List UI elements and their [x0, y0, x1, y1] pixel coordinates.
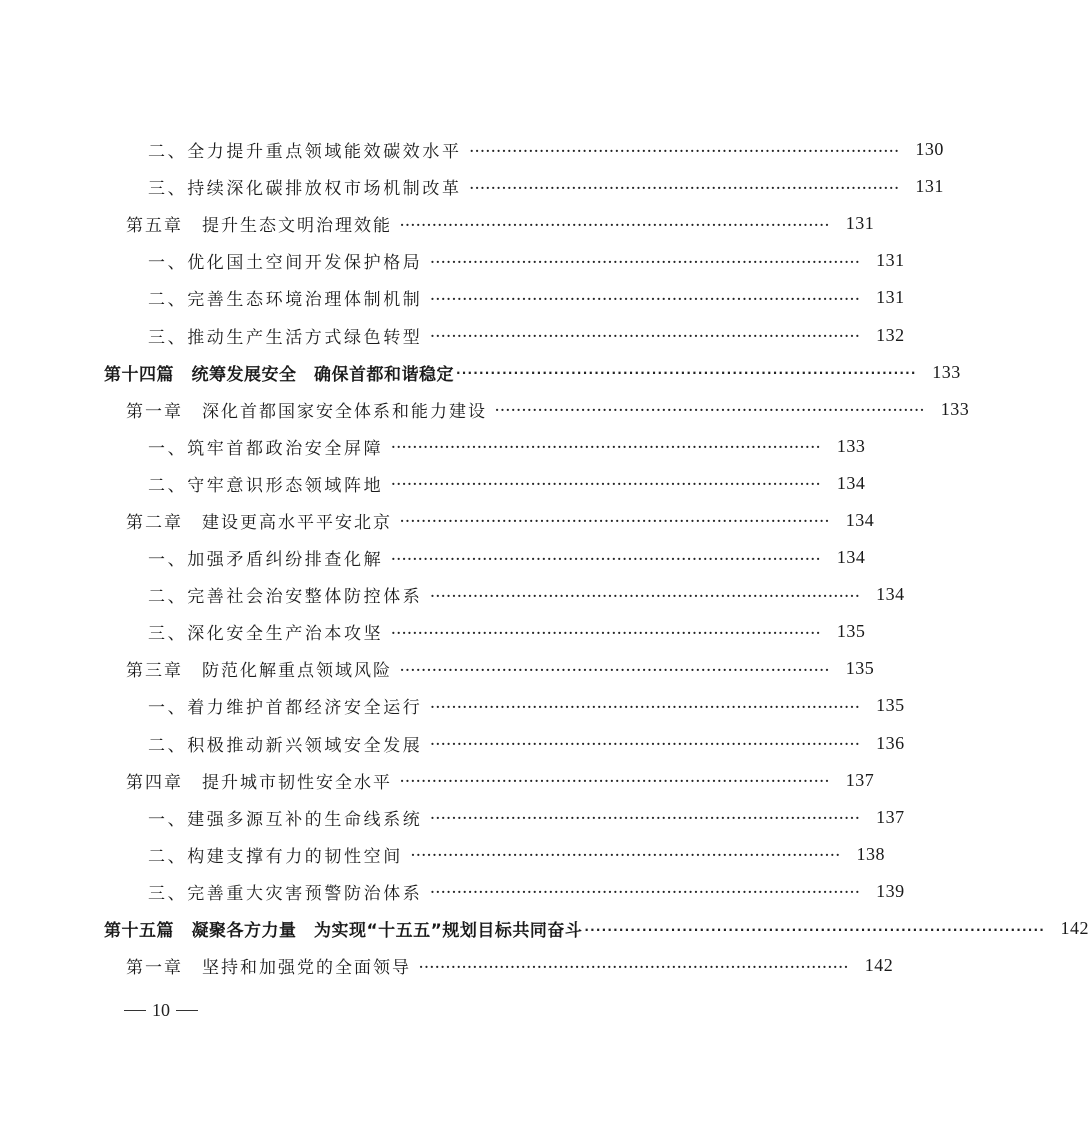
toc-page-number: 132 [876, 324, 905, 345]
toc-entry-section[interactable] [0, 428, 866, 465]
toc-entry-section[interactable] [0, 242, 905, 279]
toc-entry-title: 第十五篇 凝聚各方力量 为实现“十五五”规划目标共同奋斗 [104, 921, 583, 942]
toc-entry-chapter[interactable] [0, 205, 875, 242]
toc-entry-title: 第十四篇 统筹发展安全 确保首都和谐稳定 [104, 364, 454, 385]
toc-entry-title: 三、持续深化碳排放权市场机制改革 [148, 179, 462, 200]
toc-page-number: 134 [836, 547, 866, 568]
toc-entry-section[interactable] [0, 873, 905, 910]
toc-entry-section[interactable] [0, 799, 905, 836]
footer-page-number: 10 [152, 1000, 170, 1020]
toc-page-number: 136 [876, 732, 905, 753]
toc-dot-leader: ················································································ [410, 848, 842, 863]
toc-dot-leader: ················································································ [584, 922, 1046, 937]
toc-entry-title: 一、优化国土空间开发保护格局 [148, 253, 423, 274]
toc-dot-leader: ················································································ [430, 699, 861, 714]
toc-page-number: 142 [1060, 918, 1089, 939]
toc-entry-title: 第一章 深化首都国家安全体系和能力建设 [126, 401, 487, 422]
toc-dot-leader: ················································································ [469, 180, 900, 195]
toc-entry-section[interactable] [0, 316, 905, 353]
toc-dot-leader: ················································································ [391, 551, 822, 566]
toc-entry-title: 二、完善生态环境治理体制机制 [148, 290, 423, 311]
toc-entry-title: 三、推动生产生活方式绿色转型 [148, 327, 423, 348]
toc-page-number: 135 [876, 695, 905, 716]
toc-dot-leader: ················································································ [391, 440, 822, 455]
toc-entry-chapter[interactable] [0, 762, 875, 799]
toc-entry-title: 三、完善重大灾害预警防治体系 [148, 883, 423, 904]
footer-dash-left [124, 1010, 146, 1011]
toc-entry-section[interactable] [0, 168, 944, 205]
toc-entry-chapter[interactable] [0, 391, 970, 428]
toc-page-number: 131 [876, 287, 905, 308]
toc-dot-leader: ················································································ [430, 737, 861, 752]
toc-dot-leader: ················································································ [469, 143, 900, 158]
table-of-contents [0, 131, 1089, 984]
toc-dot-leader: ················································································ [430, 254, 861, 269]
toc-entry-title: 二、全力提升重点领域能效碳效水平 [148, 142, 462, 163]
toc-entry-section[interactable] [0, 131, 944, 168]
toc-dot-leader: ················································································ [400, 217, 831, 232]
toc-entry-section[interactable] [0, 576, 905, 613]
toc-entry-title: 第三章 防范化解重点领域风险 [126, 661, 392, 682]
toc-entry-title: 第五章 提升生态文明治理效能 [126, 216, 392, 237]
toc-entry-title: 一、着力维护首都经济安全运行 [148, 698, 423, 719]
toc-dot-leader: ················································································ [419, 959, 850, 974]
toc-page-number: 139 [876, 880, 905, 901]
toc-dot-leader: ················································································ [456, 366, 917, 381]
toc-page-number: 131 [915, 176, 944, 197]
toc-page-number: 137 [845, 769, 875, 790]
toc-entry-chapter[interactable] [0, 947, 894, 984]
toc-entry-part[interactable] [0, 910, 1089, 947]
toc-dot-leader: ················································································ [400, 514, 831, 529]
toc-entry-section[interactable] [0, 613, 866, 650]
toc-entry-chapter[interactable] [0, 650, 875, 687]
toc-entry-title: 第二章 建设更高水平平安北京 [126, 512, 392, 533]
toc-page-number: 137 [876, 806, 905, 827]
toc-page-number: 134 [876, 584, 905, 605]
toc-page-number: 134 [836, 472, 866, 493]
footer-dash-right [176, 1010, 198, 1011]
toc-entry-title: 第一章 坚持和加强党的全面领导 [126, 958, 411, 979]
toc-entry-section[interactable] [0, 725, 905, 762]
toc-page-number: 133 [940, 398, 970, 419]
toc-dot-leader: ················································································ [430, 811, 861, 826]
toc-page-number: 135 [836, 621, 866, 642]
toc-entry-title: 二、完善社会治安整体防控体系 [148, 587, 423, 608]
toc-page-number: 130 [915, 139, 944, 160]
toc-entry-title: 二、积极推动新兴领域安全发展 [148, 735, 423, 756]
toc-entry-section[interactable] [0, 465, 866, 502]
toc-dot-leader: ················································································ [430, 885, 861, 900]
toc-page-number: 133 [836, 435, 866, 456]
toc-dot-leader: ················································································ [400, 774, 831, 789]
toc-entry-section[interactable] [0, 836, 886, 873]
toc-entry-section[interactable] [0, 539, 866, 576]
toc-page-number: 131 [876, 250, 905, 271]
toc-dot-leader: ················································································ [430, 588, 861, 603]
toc-entry-section[interactable] [0, 279, 905, 316]
toc-dot-leader: ················································································ [430, 291, 861, 306]
toc-entry-title: 一、筑牢首都政治安全屏障 [148, 438, 384, 459]
toc-page-number: 138 [856, 843, 886, 864]
toc-entry-section[interactable] [0, 687, 905, 724]
toc-dot-leader: ················································································ [400, 662, 831, 677]
toc-entry-title: 二、构建支撑有力的韧性空间 [148, 846, 403, 867]
toc-dot-leader: ················································································ [495, 403, 926, 418]
toc-entry-part[interactable] [0, 354, 961, 391]
toc-entry-chapter[interactable] [0, 502, 875, 539]
toc-dot-leader: ················································································ [391, 477, 822, 492]
toc-page-number: 134 [845, 509, 875, 530]
toc-entry-title: 三、深化安全生产治本攻坚 [148, 624, 384, 645]
toc-page-number: 131 [845, 213, 875, 234]
toc-page-number: 142 [864, 955, 894, 976]
toc-entry-title: 一、建强多源互补的生命线系统 [148, 809, 423, 830]
toc-page-number: 133 [932, 361, 961, 382]
toc-entry-title: 二、守牢意识形态领域阵地 [148, 475, 384, 496]
toc-page-number: 135 [845, 658, 875, 679]
toc-entry-title: 第四章 提升城市韧性安全水平 [126, 772, 392, 793]
toc-dot-leader: ················································································ [391, 625, 822, 640]
toc-entry-title: 一、加强矛盾纠纷排查化解 [148, 550, 384, 571]
toc-dot-leader: ················································································ [430, 329, 861, 344]
page-footer [118, 1000, 204, 1021]
